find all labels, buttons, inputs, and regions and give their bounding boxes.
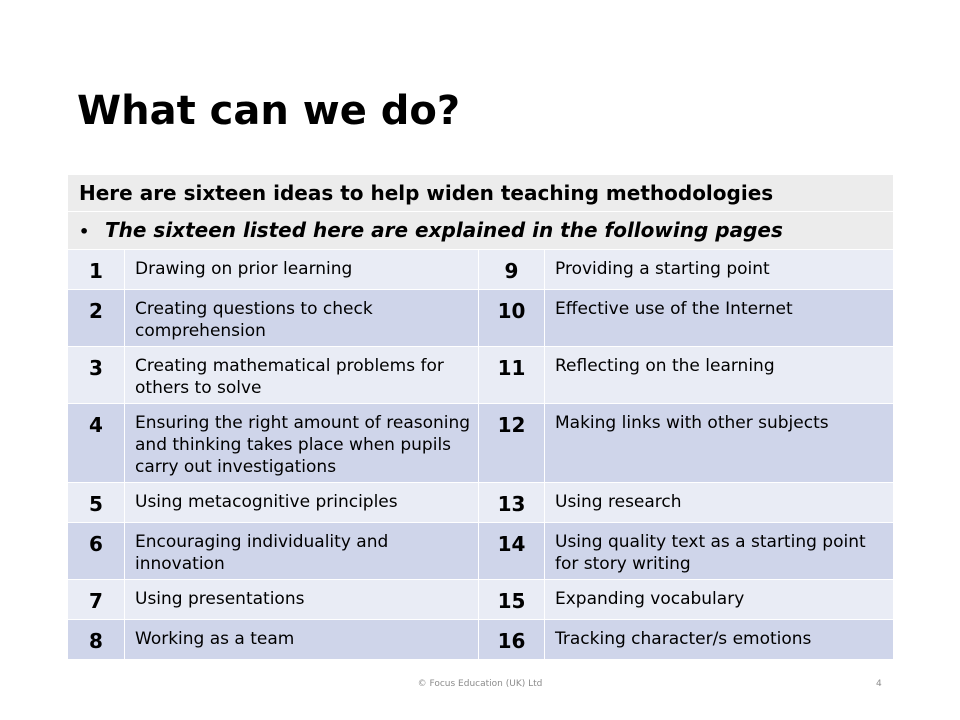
idea-text: Using quality text as a starting point for story writing (545, 523, 894, 580)
idea-text: Providing a starting point (545, 250, 894, 290)
table-row (68, 620, 894, 660)
page-number: 4 (876, 679, 882, 689)
table-row (68, 250, 894, 290)
footer-copyright: © Focus Education (UK) Ltd (417, 679, 543, 689)
table-header-row (68, 175, 894, 212)
idea-text: Using metacognitive principles (125, 483, 479, 523)
idea-number: 7 (68, 580, 125, 620)
idea-number: 11 (479, 347, 545, 404)
table-row (68, 347, 894, 404)
table-row (68, 404, 894, 483)
idea-text: Working as a team (125, 620, 479, 660)
idea-text: Encouraging individuality and innovation (125, 523, 479, 580)
table-subheader: The sixteen listed here are explained in the following pages (105, 218, 783, 242)
idea-text: Effective use of the Internet (545, 290, 894, 347)
ideas-table (67, 174, 894, 660)
idea-text: Tracking character/s emotions (545, 620, 894, 660)
idea-text: Ensuring the right amount of reasoning and thinking takes place when pupils carry out investigations (125, 404, 479, 483)
table-row (68, 483, 894, 523)
idea-number: 15 (479, 580, 545, 620)
bullet-icon: • (79, 222, 90, 241)
idea-text: Making links with other subjects (545, 404, 894, 483)
table-row (68, 580, 894, 620)
idea-number: 16 (479, 620, 545, 660)
idea-text: Drawing on prior learning (125, 250, 479, 290)
idea-number: 3 (68, 347, 125, 404)
page-title: What can we do? (77, 88, 461, 134)
idea-number: 13 (479, 483, 545, 523)
idea-number: 6 (68, 523, 125, 580)
idea-number: 2 (68, 290, 125, 347)
idea-number: 12 (479, 404, 545, 483)
idea-number: 9 (479, 250, 545, 290)
idea-number: 10 (479, 290, 545, 347)
idea-number: 1 (68, 250, 125, 290)
idea-number: 4 (68, 404, 125, 483)
table-subheader-row (68, 212, 894, 250)
idea-text: Reflecting on the learning (545, 347, 894, 404)
table-subheader-cell (68, 212, 894, 250)
idea-number: 8 (68, 620, 125, 660)
idea-text: Expanding vocabulary (545, 580, 894, 620)
table-row (68, 290, 894, 347)
idea-number: 5 (68, 483, 125, 523)
idea-text: Creating questions to check comprehension (125, 290, 479, 347)
idea-text: Using research (545, 483, 894, 523)
table-header: Here are sixteen ideas to help widen teaching methodologies (68, 175, 894, 212)
idea-number: 14 (479, 523, 545, 580)
table-row (68, 523, 894, 580)
idea-text: Using presentations (125, 580, 479, 620)
idea-text: Creating mathematical problems for others to solve (125, 347, 479, 404)
